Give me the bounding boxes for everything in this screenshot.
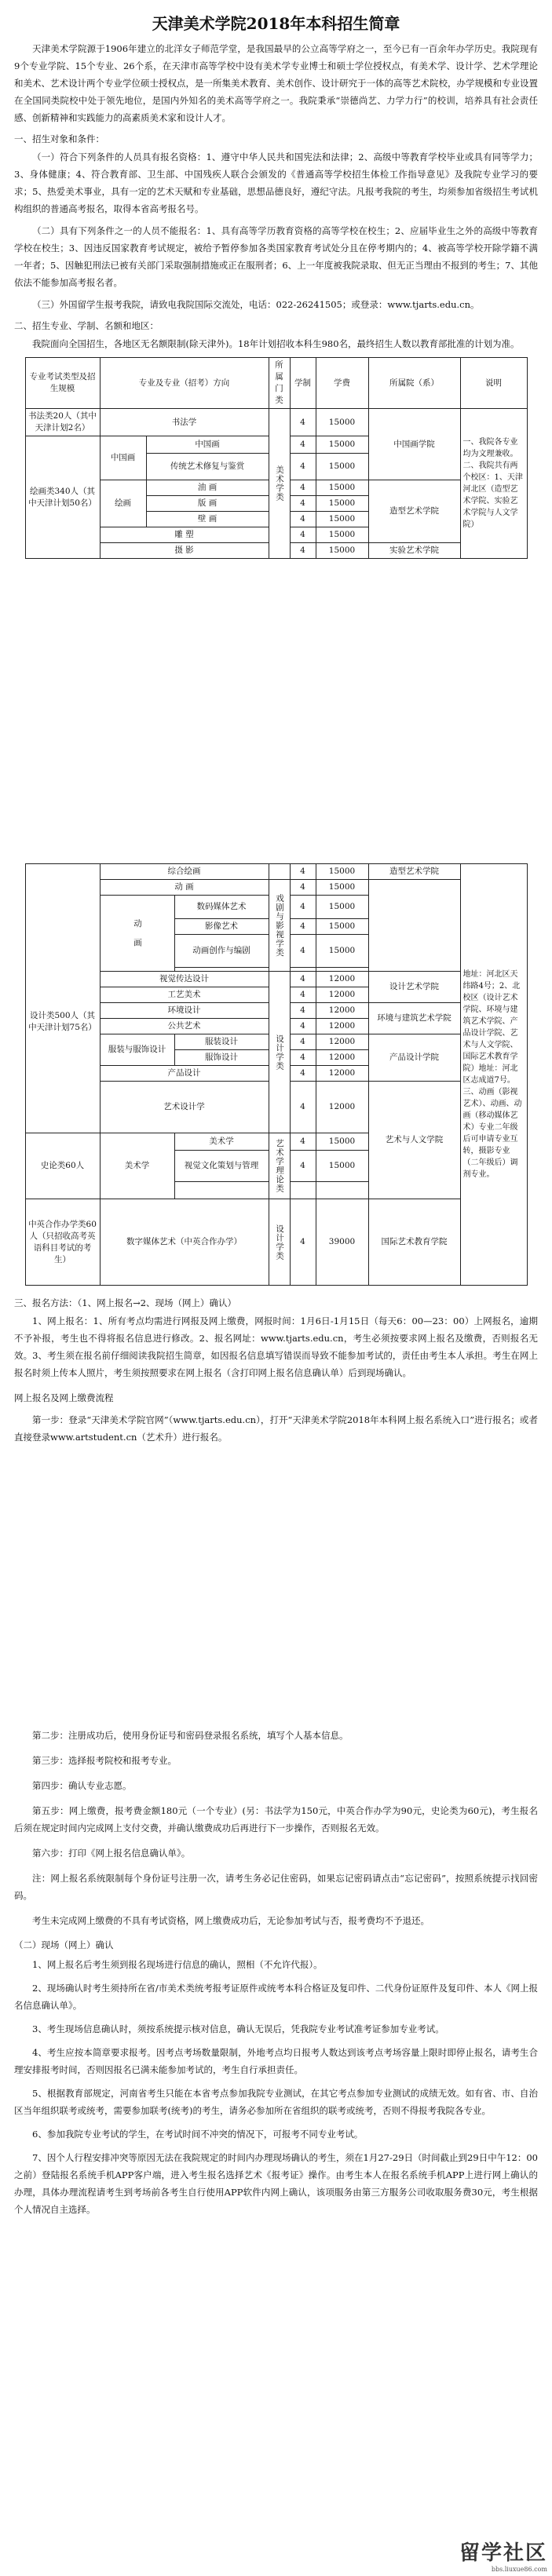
table-header-cell: 所属院（系）: [368, 358, 460, 409]
major-cell: 环境设计: [100, 1003, 269, 1019]
major-cell: 摄 影: [100, 543, 269, 559]
major-cell: 综合绘画: [100, 864, 269, 880]
onsite-item-1: 1、网上报名后考生须到报名现场进行信息的确认，照相（不允许代报）。: [32, 1959, 323, 1970]
years-cell: 4: [290, 880, 316, 896]
fee-cell: 12000: [316, 1019, 368, 1034]
page-2: [0, 848, 552, 1633]
table-header-cell: 专业考试类型及招生规模: [25, 358, 100, 409]
direction-cell: 服饰设计: [174, 1050, 269, 1066]
years-cell: 4: [290, 409, 316, 436]
years-cell: 4: [290, 972, 316, 987]
fee-cell: 15000: [316, 527, 368, 543]
exam-type-coop: 中英合作办学类60人（只招收高考英语科目考试的考生）: [25, 1199, 100, 1286]
dept-cell: 设计艺术学院: [368, 972, 460, 1003]
note-cell: 地址：河北区天纬路4号；2、北校区（设计艺术学院、环境与建筑艺术学院、产品设计学院、艺术与人文学院、国际艺术教育学院）地址：河北区志成道7号。三、动画（影视艺术）、动画、动画（移动媒体艺术）专业二年级后可申请专业互转，摄影专业（二年级后）调剂专业。: [460, 864, 527, 1286]
category-cell: 设计学类: [269, 972, 290, 1133]
intro-paragraph: 天津美术学院源于1906年建立的北洋女子师范学堂，是我国最早的公立高等学府之一，至今已有一百余年办学历史。我院现有9个专业学院、15个专业、26个系，在天津市高等学校中设有美术学专业博士和硕士学位授权点，有美术学、设计学、艺术学理论和美术、艺术设计两个专业学位硕士授权点，是一所集美术教育、美术创作、设计研究于一体的高等艺术院校，办学规模和专业设置在全国同类院校中处于领先地位，是国内外知名的美术高等学府之一。我院秉承“崇德尚艺、力学力行”的校训，培养具有社会责任感、创新精神和实践能力的高素质美术家和设计人才。: [14, 43, 538, 123]
major-cell: 动 画: [100, 880, 269, 896]
major-cell: 服装与服饰设计: [100, 1034, 174, 1066]
major-cell: 书法学: [100, 409, 269, 436]
fee-cell: 15000: [316, 436, 368, 454]
onsite-item-3: 3、考生现场信息确认时，须按系统提示核对信息，确认无误后，凭我院专业考试准考证参加专业考试。: [32, 2023, 444, 2034]
table-row: [25, 409, 527, 436]
major-cell: 视觉传达设计: [100, 972, 269, 987]
password-note: 注：网上报名系统限制每个身份证号注册一次，请考生务必记住密码，如果忘记密码请点击“忘记密码”，按照系统提示找回密码。: [14, 1873, 538, 1901]
years-cell: 4: [290, 1003, 316, 1019]
major-cell: 艺术设计学: [100, 1082, 269, 1133]
category-cell: 戏剧与影视学类: [269, 880, 290, 972]
direction-cell: 美术学: [174, 1133, 269, 1151]
major-cell: 动 画: [100, 896, 174, 972]
fee-cell: 12000: [316, 1050, 368, 1066]
exam-type-calligraphy: 书法类20人（其中天津计划2名）: [25, 409, 100, 436]
direction-cell: 影像艺术: [174, 919, 269, 935]
quota-paragraph: 我院面向全国招生，各地区无名额限制(除天津外)。18年计划招收本科生980名，最终招生人数以教育部批准的计划为准。: [32, 338, 520, 349]
exam-type-design-label: 设计类500人（其中天津计划75名）: [28, 1011, 97, 1032]
table-row: [25, 1199, 527, 1286]
fee-cell: 15000: [316, 896, 368, 919]
fee-cell: 15000: [316, 1133, 368, 1151]
years-cell: 4: [290, 512, 316, 527]
years-cell: [290, 1182, 316, 1199]
fee-cell: 12000: [316, 1066, 368, 1082]
exam-type-design: [25, 864, 100, 1133]
note-cell: 一、我院各专业均为文理兼收。二、我院共有两个校区：1、天津河北区（造型艺术学院、实验艺术学院与人文学院）: [460, 409, 527, 559]
years-cell: 4: [290, 1199, 316, 1286]
condition-1: （一）符合下列条件的人员具有报名资格：1、遵守中华人民共和国宪法和法律；2、高级中等教育学校毕业或具有同等学力；3、身体健康；4、符合教育部、卫生部、中国残疾人联合会颁发的《普通高等学校招生体检工作指导意见》及我院专业学习的要求；5、热爱美术事业，具有一定的艺术天赋和专业基础，思想品德良好，遵纪守法。凡报考我院的考生，均须参加省级招生考试机构组织的普通高考报名，取得本省高考报名号。: [14, 151, 538, 214]
fee-cell: 12000: [316, 987, 368, 1003]
major-cell: 美术学: [100, 1133, 174, 1199]
years-cell: 4: [290, 896, 316, 919]
major-cell: 工艺美术: [100, 987, 269, 1003]
years-cell: 4: [290, 454, 316, 480]
fee-cell: 12000: [316, 972, 368, 987]
years-cell: 4: [290, 480, 316, 496]
direction-cell: 视觉文化策划与管理: [174, 1151, 269, 1182]
section-2-heading: 二、招生专业、学制、名额和地区：: [14, 320, 159, 331]
watermark-logo-text: 留学社区: [459, 2541, 547, 2565]
years-cell: 4: [290, 1034, 316, 1050]
direction-cell: 数码媒体艺术: [174, 896, 269, 919]
fee-cell: 15000: [316, 1151, 368, 1182]
years-cell: 4: [290, 1151, 316, 1182]
fee-cell: [316, 1182, 368, 1199]
table-header-cell: 学费: [316, 358, 368, 409]
category-cell: 美术学类: [269, 409, 290, 559]
document-title: 天津美术学院2018年本科招生简章: [152, 14, 400, 33]
step-3: 第三步：选择报考院校和报考专业。: [32, 1755, 177, 1766]
direction-cell: 壁 画: [146, 512, 269, 527]
years-cell: 4: [290, 935, 316, 968]
table-header-cell: 所属门类: [269, 358, 290, 409]
dept-cell: 艺术与人文学院: [368, 1082, 460, 1199]
fee-cell: 15000: [316, 496, 368, 512]
onsite-item-7: 7、因个人行程安排冲突等原因无法在我院规定的时间内办理现场确认的考生，须在1月27-29日（时间截止到29日中午12：00之前）登陆报名系统手机APP客户端，进入考生报名选择艺术《报考证》操作。由考生本人在报名系统手机APP上进行网上确认的办理，具体办理流程请考生到考场前各考生自行使用APP软件内网上确认，该项服务由第三方服务公司收取服务费30元，考生根据个人情况自主选择。: [14, 2152, 538, 2215]
years-cell: 4: [290, 1082, 316, 1133]
condition-2: （二）具有下列条件之一的人员不能报名：1、具有高等学历教育资格的高等学校在校生；2、应届毕业生之外的高级中等教育学校在校生；3、因违反国家教育考试规定，被给予暂停参加各类国家教育考试处分且在停考期内的；4、被高等学校开除学籍不满一年者；5、因触犯刑法已被有关部门采取强制措施或正在服刑者；6、上一年度被我院录取、但无正当理由不报到的考生；7、其他依法不能参加高考报名者。: [14, 225, 538, 288]
years-cell: 4: [290, 1133, 316, 1151]
dept-cell: 造型艺术学院: [368, 864, 460, 880]
dept-cell: 中国画学院: [368, 409, 460, 480]
fee-note: 考生未完成网上缴费的不具有考试资格，网上缴费成功后，无论参加考试与否，报考费均不予退还。: [32, 1915, 430, 1926]
major-cell: 雕 塑: [100, 527, 269, 543]
major-cell: 公共艺术: [100, 1019, 269, 1034]
category-cell: 设计学类: [269, 1199, 290, 1286]
years-cell: 4: [290, 987, 316, 1003]
condition-3: （三）外国留学生报考我院，请致电我院国际交流处，电话：022-26241505；或登录：www.tjarts.edu.cn。: [32, 299, 480, 310]
dept-cell: 产品设计学院: [368, 1034, 460, 1082]
watermark: [459, 2537, 547, 2573]
table-header-cell: 专业及专业（招考）方向: [100, 358, 269, 409]
fee-cell: 12000: [316, 1003, 368, 1019]
direction-cell: [174, 1182, 269, 1199]
years-cell: 4: [290, 864, 316, 880]
exam-type-painting: 绘画类340人（其中天津计划50名）: [25, 436, 100, 559]
direction-cell: 油 画: [146, 480, 269, 496]
exam-type-theory: 史论类60人: [25, 1133, 100, 1199]
fee-cell: 12000: [316, 1082, 368, 1133]
watermark-url: bbs.liuxue86.com: [491, 2566, 547, 2573]
page-separator: [0, 1633, 552, 1719]
fee-cell: 15000: [316, 409, 368, 436]
fee-cell: 15000: [316, 864, 368, 880]
step-6: 第六步：打印《网上报名信息确认单》。: [32, 1848, 191, 1859]
direction-cell: 动画创作与编剧: [174, 935, 269, 968]
major-cell: 中国画: [100, 436, 146, 480]
years-cell: 4: [290, 919, 316, 935]
direction-cell: 版 画: [146, 496, 269, 512]
onsite-item-5: 5、根据教育部规定，河南省考生只能在本省考点参加我院专业测试，在其它考点参加专业测试的成绩无效。如有省、市、自治区当年组织联考或统考，需要参加联考(统考)的考生，请务必参加所在省组织的联考或统考，否则不得报考我院各专业。: [14, 2088, 538, 2116]
direction-cell: 服装设计: [174, 1034, 269, 1050]
years-cell: 4: [290, 436, 316, 454]
step-4: 第四步：确认专业志愿。: [32, 1780, 132, 1791]
table-row: [25, 880, 527, 896]
fee-cell: 15000: [316, 543, 368, 559]
majors-table-part-1: [25, 357, 528, 559]
dept-cell: 环境与建筑艺术学院: [368, 1003, 460, 1034]
years-cell: 4: [290, 543, 316, 559]
onsite-item-4: 4、考生应按本简章要求报考。因考点考场数量限制，外地考点均日报考人数达到该考点考场容量上限时即停止报名，请考生合理安排报考时间，否则因报名已满未能参加考试的，考生自行承担责任。: [14, 2047, 538, 2075]
fee-cell: 15000: [316, 935, 368, 968]
step-2: 第二步：注册成功后，使用身份证号和密码登录报名系统，填写个人基本信息。: [32, 1730, 349, 1741]
major-cell: 产品设计: [100, 1066, 269, 1082]
fee-cell: 12000: [316, 1034, 368, 1050]
dept-cell: 实验艺术学院: [368, 543, 460, 559]
fee-cell: 15000: [316, 454, 368, 480]
step-1: 第一步：登录“天津美术学院官网”（www.tjarts.edu.cn），打开“天津美术学院2018年本科网上报名系统入口”进行报名；或者直接登录www.artstudent.cn（艺术升）进行报名。: [14, 1414, 538, 1443]
section-3-heading: 三、报名方法：（1、网上报名→2、现场（网上）确认）: [14, 1297, 237, 1308]
onsite-heading: （二）现场（网上）确认: [14, 1939, 114, 1950]
category-cell: [269, 864, 290, 880]
years-cell: 4: [290, 1050, 316, 1066]
dept-cell: 造型艺术学院: [368, 480, 460, 543]
years-cell: 4: [290, 496, 316, 512]
table-header-row: [25, 358, 527, 409]
major-cell: 数字媒体艺术（中英合作办学）: [100, 1199, 269, 1286]
years-cell: 4: [290, 1019, 316, 1034]
step-5: 第五步：网上缴费，报考费金额180元（一个专业）(另：书法学为150元，中英合作办学为90元，史论类为60元)，考生报名后须在规定时间内完成网上支付交费，并确认缴费成功后再进行下一步操作，否则报名无效。: [14, 1805, 538, 1833]
dept-cell: 国际艺术教育学院: [368, 1199, 460, 1286]
dept-cell: [368, 880, 460, 972]
table-header-cell: 说明: [460, 358, 527, 409]
fee-cell: 15000: [316, 919, 368, 935]
fee-cell: 15000: [316, 880, 368, 896]
majors-table-part-2: [25, 863, 528, 1286]
direction-cell: 中国画: [146, 436, 269, 454]
onsite-item-6: 6、参加我院专业考试的学生，在考试时间不冲突的情况下，可报考不同专业考试。: [32, 2129, 364, 2140]
online-registration-paragraph: 1、网上报名：1、所有考点均需进行网报及网上缴费，网报时间：1月6日-1月15日（每天6：00—23：00）上网报名，逾期不予补报，考生也不得将报名信息进行修改。2、报名网址：www.tjarts.edu.cn，考生必须按要求网上报名及缴费，否则报名无效。3、考生须在报名前仔细阅读我院招生简章，如因报名信息填写错误而导致不能参加考试的，责任由考生本人承担。考生在网上报名时须上传本人照片，考生须按照要求在网上报名（含打印网上报名信息确认单）后到现场确认。: [14, 1315, 538, 1378]
fee-cell: 15000: [316, 512, 368, 527]
category-cell: 艺术学理论类: [269, 1133, 290, 1199]
direction-cell: 传统艺术修复与鉴赏: [146, 454, 269, 480]
fee-cell: 39000: [316, 1199, 368, 1286]
fee-cell: 15000: [316, 480, 368, 496]
table-row: [25, 972, 527, 987]
table-header-cell: 学制: [290, 358, 316, 409]
years-cell: 4: [290, 1066, 316, 1082]
major-cell: 绘画: [100, 480, 146, 527]
section-1-heading: 一、招生对象和条件：: [14, 133, 104, 144]
flow-title: 网上报名及网上缴费流程: [14, 1392, 114, 1403]
onsite-item-2: 2、现场确认时考生须持所在省/市美术类统考报考证原件或统考本科合格证及复印件、二代身份证原件及复印件、本人《网上报名信息确认单》。: [14, 1983, 538, 2011]
page-1: [0, 0, 552, 848]
years-cell: 4: [290, 527, 316, 543]
table-row: [25, 864, 527, 880]
page-3: [0, 1719, 552, 2576]
